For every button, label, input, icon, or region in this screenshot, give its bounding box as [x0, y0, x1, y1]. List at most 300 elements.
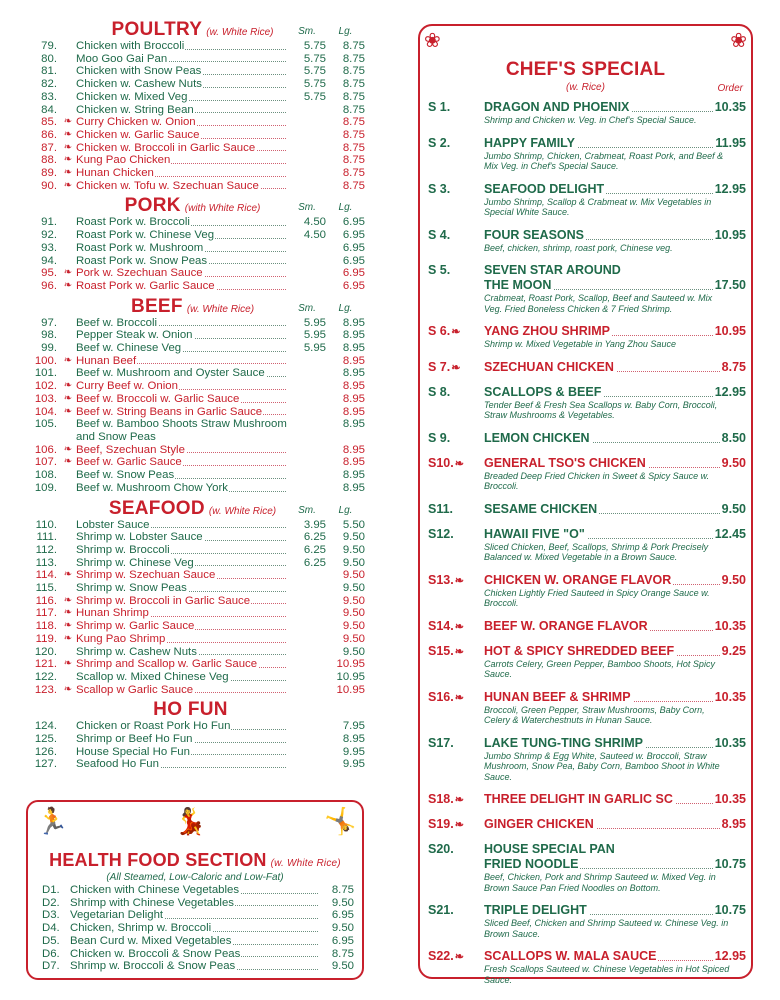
- spacer: [60, 582, 76, 595]
- special-code: S 5.: [428, 263, 451, 277]
- item-name: Beef w. Broccoli: [76, 317, 288, 330]
- special-description: Shrimp w. Mixed Vegetable in Yang Zhou Sauce: [484, 339, 676, 349]
- size-small-label: Sm.: [298, 504, 316, 516]
- special-name-line: [484, 644, 746, 659]
- item-name: Roast Pork w. Broccoli: [76, 216, 288, 229]
- menu-item: [20, 91, 365, 104]
- price-large: 8.95: [342, 367, 365, 380]
- item-number: 99.: [41, 342, 57, 355]
- price-large: 6.95: [342, 229, 365, 242]
- menu-item: [20, 684, 365, 697]
- section-header: [20, 19, 365, 40]
- section-title: SEAFOOD (w. White Rice): [108, 497, 277, 519]
- pepper-icon: ❧: [454, 645, 464, 658]
- menu-item: [20, 557, 365, 570]
- menu-item: [20, 65, 365, 78]
- price-large: 10.95: [336, 658, 365, 671]
- price-small: [288, 142, 326, 155]
- price-large: 9.50: [342, 556, 365, 569]
- special-name-line: [484, 136, 746, 151]
- special-name-line: [484, 385, 746, 400]
- spacer: [60, 78, 76, 91]
- special-name: SESAME CHICKEN: [484, 502, 722, 517]
- special-name: BEEF W. ORANGE FLAVOR: [484, 619, 715, 634]
- item-number: D3.: [42, 909, 60, 922]
- price-small: 4.50: [303, 229, 326, 242]
- item-number: 89.: [41, 167, 57, 180]
- spacer: [60, 720, 76, 733]
- menu-item: [20, 393, 365, 406]
- price-large: 10.95: [336, 683, 365, 696]
- item-number: 81.: [41, 65, 57, 78]
- chef-special-item: [428, 527, 746, 563]
- item-number: 110.: [35, 518, 57, 531]
- price-small: 6.25: [303, 531, 326, 544]
- price-small: 5.95: [303, 316, 326, 329]
- price-small: [288, 469, 326, 482]
- section-header: [20, 498, 365, 519]
- special-description: Beef, chicken, shrimp, roast pork, Chinese veg.: [484, 242, 673, 253]
- price-large: 9.50: [342, 582, 365, 595]
- special-code: S 2.: [428, 135, 451, 150]
- item-number: 120.: [34, 645, 57, 658]
- item-name: Shrimp w. Chinese Veg: [76, 557, 288, 570]
- pepper-icon: ❧: [454, 951, 464, 963]
- item-number: 119.: [35, 632, 57, 645]
- item-name: Hunan Shrimp: [76, 607, 288, 620]
- special-name-line: [484, 502, 746, 517]
- size-large-label: Lg.: [338, 504, 353, 516]
- menu-item: [20, 482, 365, 495]
- price-large: 6.95: [342, 267, 365, 280]
- menu-section: [20, 699, 365, 771]
- pepper-icon: ❧: [454, 691, 464, 704]
- pepper-icon: ❧: [454, 574, 464, 587]
- item-name: Chicken with Chinese Vegetables: [70, 884, 320, 897]
- item-name: Bean Curd w. Mixed Vegetables: [70, 935, 320, 948]
- item-number: 103.: [34, 392, 57, 405]
- chef-special-item: [428, 263, 746, 314]
- menu-item: [20, 116, 365, 129]
- price-small: [288, 746, 326, 759]
- pepper-icon: ❧: [63, 267, 73, 279]
- menu-item: [20, 242, 365, 255]
- price-large: 9.50: [342, 645, 365, 658]
- special-description: Beef, Chicken, Pork and Shrimp Sauteed w. Mixed Veg. in Brown Sauce Pan Fried Noodles on Bottom.: [484, 872, 716, 893]
- health-item: [42, 884, 354, 897]
- special-name-line: [484, 817, 746, 832]
- item-number: 104.: [34, 405, 57, 418]
- chef-special-item: [428, 136, 746, 172]
- item-name: Shrimp w. Cashew Nuts: [76, 646, 288, 659]
- special-name: FOUR SEASONS: [484, 228, 715, 243]
- menu-item: [20, 746, 365, 759]
- item-price: 9.50: [331, 896, 354, 909]
- special-price: 10.75: [714, 857, 746, 871]
- menu-item: [20, 646, 365, 659]
- price-large: 8.95: [342, 316, 365, 329]
- price-large: 8.95: [342, 469, 365, 482]
- menu-item: [20, 317, 365, 330]
- price-small: 5.75: [303, 90, 326, 103]
- chef-special-item: [428, 324, 746, 350]
- item-name: Beef w. Mushroom Chow York: [76, 482, 288, 495]
- item-name: Beef w. Broccoli w. Garlic Sauce: [76, 393, 288, 406]
- item-number: 115.: [35, 582, 57, 595]
- price-large: 8.75: [342, 116, 365, 129]
- menu-item: [20, 733, 365, 746]
- special-code: S21.: [428, 903, 454, 917]
- item-number: 80.: [41, 52, 57, 65]
- price-large: 7.95: [342, 720, 365, 733]
- menu-item: [20, 342, 365, 355]
- spacer: [60, 531, 76, 544]
- item-name: Shrimp w. Broccoli & Snow Peas: [70, 960, 320, 973]
- price-small: [288, 355, 326, 368]
- price-large: 9.50: [342, 632, 365, 645]
- price-large: 8.95: [342, 481, 365, 494]
- menu-item: [20, 53, 365, 66]
- price-large: 8.95: [342, 456, 365, 469]
- spacer: [60, 746, 76, 759]
- special-name: LEMON CHICKEN: [484, 431, 722, 446]
- health-title: HEALTH FOOD SECTION (w. White Rice): [49, 850, 341, 870]
- special-price: 9.25: [721, 643, 746, 658]
- chef-special-item: [428, 690, 746, 726]
- item-number: 102.: [34, 380, 57, 393]
- chef-special-item: [428, 456, 746, 492]
- item-number: 122.: [34, 670, 57, 683]
- item-name: Hunan Chicken: [76, 167, 288, 180]
- menu-item: [20, 519, 365, 532]
- size-small-label: Sm.: [298, 302, 316, 314]
- item-number: 106.: [34, 443, 57, 456]
- pepper-icon: ❧: [63, 392, 73, 404]
- price-small: 3.95: [303, 518, 326, 531]
- special-price: 12.95: [714, 181, 746, 196]
- health-food-box: [26, 800, 364, 980]
- price-small: [288, 367, 326, 380]
- price-large: 8.95: [342, 392, 365, 405]
- price-large: 5.50: [342, 518, 365, 531]
- pepper-icon: ❧: [454, 457, 464, 470]
- menu-item: [20, 180, 365, 193]
- special-name-line: [484, 182, 746, 197]
- special-price: 10.95: [714, 227, 746, 242]
- item-number: D2.: [42, 896, 60, 909]
- special-description: Crabmeat, Roast Pork, Scallop, Beef and Sauteed w. Mix Veg. Fried Boneless Chicken & 7 Fried Shrimp.: [484, 293, 713, 314]
- special-description: Jumbo Shrimp, Scallop & Crabmeat w. Mix Vegetables in Special White Sauce.: [484, 196, 712, 217]
- chef-special-item: [428, 903, 746, 939]
- size-large-label: Lg.: [338, 26, 353, 37]
- special-price: 10.35: [714, 735, 746, 750]
- special-price: 10.35: [714, 689, 746, 704]
- menu-item: [20, 142, 365, 155]
- special-description: Fresh Scallops Sauteed w. Chinese Vegetables in Hot Spiced Sauce.: [484, 964, 730, 985]
- item-number: 93.: [41, 241, 57, 254]
- special-description: Broccoli, Green Pepper, Straw Mushrooms, Baby Corn, Celery & Waterchestnuts in Hunan Sauce.: [484, 704, 705, 725]
- special-code: S 1.: [428, 100, 451, 114]
- special-price: 10.95: [714, 324, 746, 338]
- special-name-line: [484, 573, 746, 588]
- special-code: S 3.: [428, 181, 451, 196]
- item-name: Shrimp or Beef Ho Fun: [76, 733, 288, 746]
- special-name: YANG ZHOU SHRIMP: [484, 324, 715, 339]
- special-name: CHICKEN W. ORANGE FLAVOR: [484, 573, 722, 588]
- price-small: [288, 280, 326, 293]
- spacer: [60, 519, 76, 532]
- price-small: [288, 418, 326, 443]
- special-price: 9.50: [721, 572, 746, 587]
- pepper-icon: ❧: [63, 141, 73, 153]
- menu-item: [20, 167, 365, 180]
- item-number: 105.: [34, 418, 57, 431]
- spacer: [60, 65, 76, 78]
- item-name: Curry Chicken w. Onion: [76, 116, 288, 129]
- item-number: 125.: [34, 733, 57, 746]
- health-item: [42, 909, 354, 922]
- health-item: [42, 960, 354, 973]
- item-number: 107.: [34, 456, 57, 469]
- item-number: 109.: [34, 481, 57, 494]
- pepper-icon: ❧: [63, 116, 73, 128]
- item-name: Chicken w. Broccoli in Garlic Sauce: [76, 142, 288, 155]
- item-name: Chicken w. Broccoli & Snow Peas: [70, 948, 320, 961]
- special-price: 12.45: [714, 526, 746, 541]
- price-large: 6.95: [342, 216, 365, 229]
- price-large: 8.95: [342, 329, 365, 342]
- price-small: [288, 595, 326, 608]
- special-name-line: [484, 690, 746, 705]
- special-name: FRIED NOODLE: [484, 857, 715, 872]
- item-name: Shrimp w. Szechuan Sauce: [76, 569, 288, 582]
- chef-special-item: [428, 644, 746, 680]
- spacer: [60, 216, 76, 229]
- item-number: 90.: [41, 179, 57, 192]
- menu-item: [20, 154, 365, 167]
- special-price: 9.50: [721, 455, 746, 470]
- special-code: S 6.❧: [428, 324, 461, 338]
- menu-item: [20, 216, 365, 229]
- item-name: Roast Pork w. Chinese Veg: [76, 229, 288, 242]
- menu-item: [20, 355, 365, 368]
- special-description: Carrots Celery, Green Pepper, Bamboo Shoots, Hot Spicy Sauce.: [484, 658, 715, 679]
- menu-item: [20, 406, 365, 419]
- size-large-label: Lg.: [338, 202, 353, 214]
- menu-item: [20, 367, 365, 380]
- item-number: 86.: [41, 128, 57, 141]
- item-name: Roast Pork w. Mushroom: [76, 242, 288, 255]
- item-number: 87.: [41, 141, 57, 154]
- item-name: Beef, Szechuan Style: [76, 444, 288, 457]
- item-number: 100.: [34, 354, 57, 367]
- spacer: [60, 104, 76, 117]
- chef-special-item: [428, 182, 746, 218]
- menu-item: [20, 456, 365, 469]
- price-large: 8.75: [342, 154, 365, 167]
- pepper-icon: ❧: [63, 179, 73, 191]
- price-small: [288, 129, 326, 142]
- item-name: Pork w. Szechuan Sauce: [76, 267, 288, 280]
- price-small: [288, 444, 326, 457]
- special-code: S 7.❧: [428, 359, 461, 374]
- menu-section: [20, 19, 365, 192]
- special-code: S 8.: [428, 384, 451, 399]
- special-name-line: [484, 228, 746, 243]
- spacer: [60, 91, 76, 104]
- item-name: Chicken with Broccoli: [76, 40, 288, 53]
- item-number: 91.: [41, 216, 57, 229]
- special-name-line: [484, 949, 746, 964]
- price-small: [288, 684, 326, 697]
- price-large: 8.75: [342, 65, 365, 78]
- pepper-icon: ❧: [63, 456, 73, 468]
- spacer: [60, 329, 76, 342]
- menu-item: [20, 229, 365, 242]
- health-item: [42, 948, 354, 961]
- special-code: S16.❧: [428, 689, 464, 704]
- price-small: 5.75: [303, 52, 326, 65]
- price-small: 5.75: [303, 40, 326, 52]
- spacer: [60, 482, 76, 495]
- pepper-icon: ❧: [63, 569, 73, 581]
- section-title: POULTRY (w. White Rice): [111, 19, 274, 40]
- chef-special-item: [428, 100, 746, 126]
- price-small: [288, 733, 326, 746]
- price-large: 8.95: [342, 342, 365, 355]
- dancing-figures-icon: 💃: [174, 806, 207, 836]
- chef-special-item: [428, 228, 746, 254]
- menu-item: [20, 544, 365, 557]
- special-code: S14.❧: [428, 618, 464, 633]
- section-title: BEEF (w. White Rice): [130, 295, 255, 317]
- item-number: 82.: [41, 78, 57, 91]
- price-large: 8.95: [342, 418, 365, 431]
- price-large: 8.95: [342, 733, 365, 746]
- spacer: [60, 53, 76, 66]
- special-name-line: [484, 431, 746, 446]
- special-price: 10.35: [714, 792, 746, 806]
- health-list: [42, 884, 354, 973]
- special-code: S 9.: [428, 430, 451, 445]
- special-code: S19.❧: [428, 817, 464, 831]
- menu-item: [20, 658, 365, 671]
- special-name: HAWAII FIVE "O": [484, 527, 715, 542]
- spacer: [60, 342, 76, 355]
- item-number: 111.: [36, 531, 57, 544]
- special-name-line: [484, 736, 746, 751]
- price-large: 8.75: [342, 179, 365, 192]
- pepper-icon: ❧: [451, 326, 461, 338]
- item-number: 94.: [41, 254, 57, 267]
- menu-item: [20, 380, 365, 393]
- price-small: 5.75: [303, 65, 326, 78]
- chefs-special-box: [418, 24, 753, 985]
- item-name: Beef w. Bamboo Shoots Straw Mushroom and Snow Peas: [76, 418, 287, 443]
- special-description: Tender Beef & Fresh Sea Scallops w. Baby Corn, Broccoli, Straw Mushrooms & Vegetables.: [484, 399, 718, 420]
- item-number: D4.: [42, 922, 60, 935]
- size-small-label: Sm.: [298, 202, 316, 214]
- price-large: 8.75: [342, 90, 365, 103]
- pepper-icon: ❧: [454, 620, 464, 633]
- section-header: [20, 195, 365, 216]
- item-name: Moo Goo Gai Pan: [76, 53, 288, 66]
- special-price: 8.50: [721, 430, 746, 445]
- special-price: 8.75: [721, 359, 746, 374]
- item-number: 88.: [41, 154, 57, 167]
- special-description: Sliced Chicken, Beef, Scallops, Shrimp & Pork Precisely Balanced w. Mixed Vegetable in a Brown Sauce.: [484, 541, 709, 562]
- pepper-icon: ❧: [63, 658, 73, 670]
- item-name: Beef w. String Beans in Garlic Sauce: [76, 406, 288, 419]
- item-number: D6.: [42, 947, 60, 960]
- price-large: 6.95: [342, 254, 365, 267]
- special-price: 10.35: [714, 100, 746, 114]
- special-price: 9.50: [721, 501, 746, 516]
- item-number: D7.: [42, 960, 60, 973]
- item-name: Kung Pao Shrimp: [76, 633, 288, 646]
- section-header: [20, 699, 365, 720]
- special-price: 8.95: [721, 817, 746, 831]
- special-name-line: [484, 100, 746, 115]
- chefs-special-title: CHEF'S SPECIAL: [505, 59, 666, 80]
- chef-special-item: [428, 949, 746, 985]
- menu-item: [20, 758, 365, 771]
- item-number: D1.: [42, 884, 60, 896]
- chef-special-item: [428, 360, 746, 375]
- item-number: 96.: [41, 279, 57, 292]
- menu-section: [20, 195, 365, 292]
- item-number: 112.: [35, 543, 57, 556]
- price-large: 8.95: [342, 354, 365, 367]
- item-price: 6.95: [331, 909, 354, 922]
- health-item: [42, 897, 354, 910]
- item-number: 83.: [41, 90, 57, 103]
- menu-item: [20, 255, 365, 268]
- price-large: 9.50: [342, 543, 365, 556]
- pepper-icon: ❧: [63, 443, 73, 455]
- item-name: Scallop w. Mixed Chinese Veg: [76, 671, 288, 684]
- special-name: HOT & SPICY SHREDDED BEEF: [484, 644, 722, 659]
- item-name: Beef w. Snow Peas: [76, 469, 288, 482]
- item-price: 9.50: [331, 960, 354, 973]
- special-description: Jumbo Shrimp, Chicken, Crabmeat, Roast Pork, and Beef & Mix Veg. in Chef's Special Sauce.: [484, 150, 724, 171]
- item-number: 113.: [35, 556, 57, 569]
- price-large: 8.95: [342, 405, 365, 418]
- item-name: Beef w. Garlic Sauce: [76, 456, 288, 469]
- chefs-special-note: (w. Rice): [566, 82, 605, 93]
- section-title: HO FUN: [153, 699, 228, 721]
- special-code: S18.❧: [428, 792, 464, 806]
- item-name: Shrimp with Chinese Vegetables: [70, 897, 320, 910]
- special-name: SCALLOPS W. MALA SAUCE: [484, 949, 715, 964]
- price-large: 8.95: [342, 380, 365, 393]
- health-item: [42, 922, 354, 935]
- price-large: 9.50: [342, 620, 365, 633]
- price-large: 8.75: [342, 141, 365, 154]
- special-name-line: [484, 792, 746, 807]
- price-small: [288, 255, 326, 268]
- item-name: Pepper Steak w. Onion: [76, 329, 288, 342]
- item-name: Curry Beef w. Onion: [76, 380, 288, 393]
- item-name: Seafood Ho Fun: [76, 758, 288, 771]
- menu-item: [20, 129, 365, 142]
- pepper-icon: ❧: [63, 279, 73, 291]
- special-code: S11.: [428, 501, 454, 516]
- item-name: Roast Pork w. Garlic Sauce: [76, 280, 288, 293]
- special-price: 11.95: [715, 135, 746, 150]
- item-number: 79.: [41, 40, 57, 52]
- item-number: 98.: [41, 329, 57, 342]
